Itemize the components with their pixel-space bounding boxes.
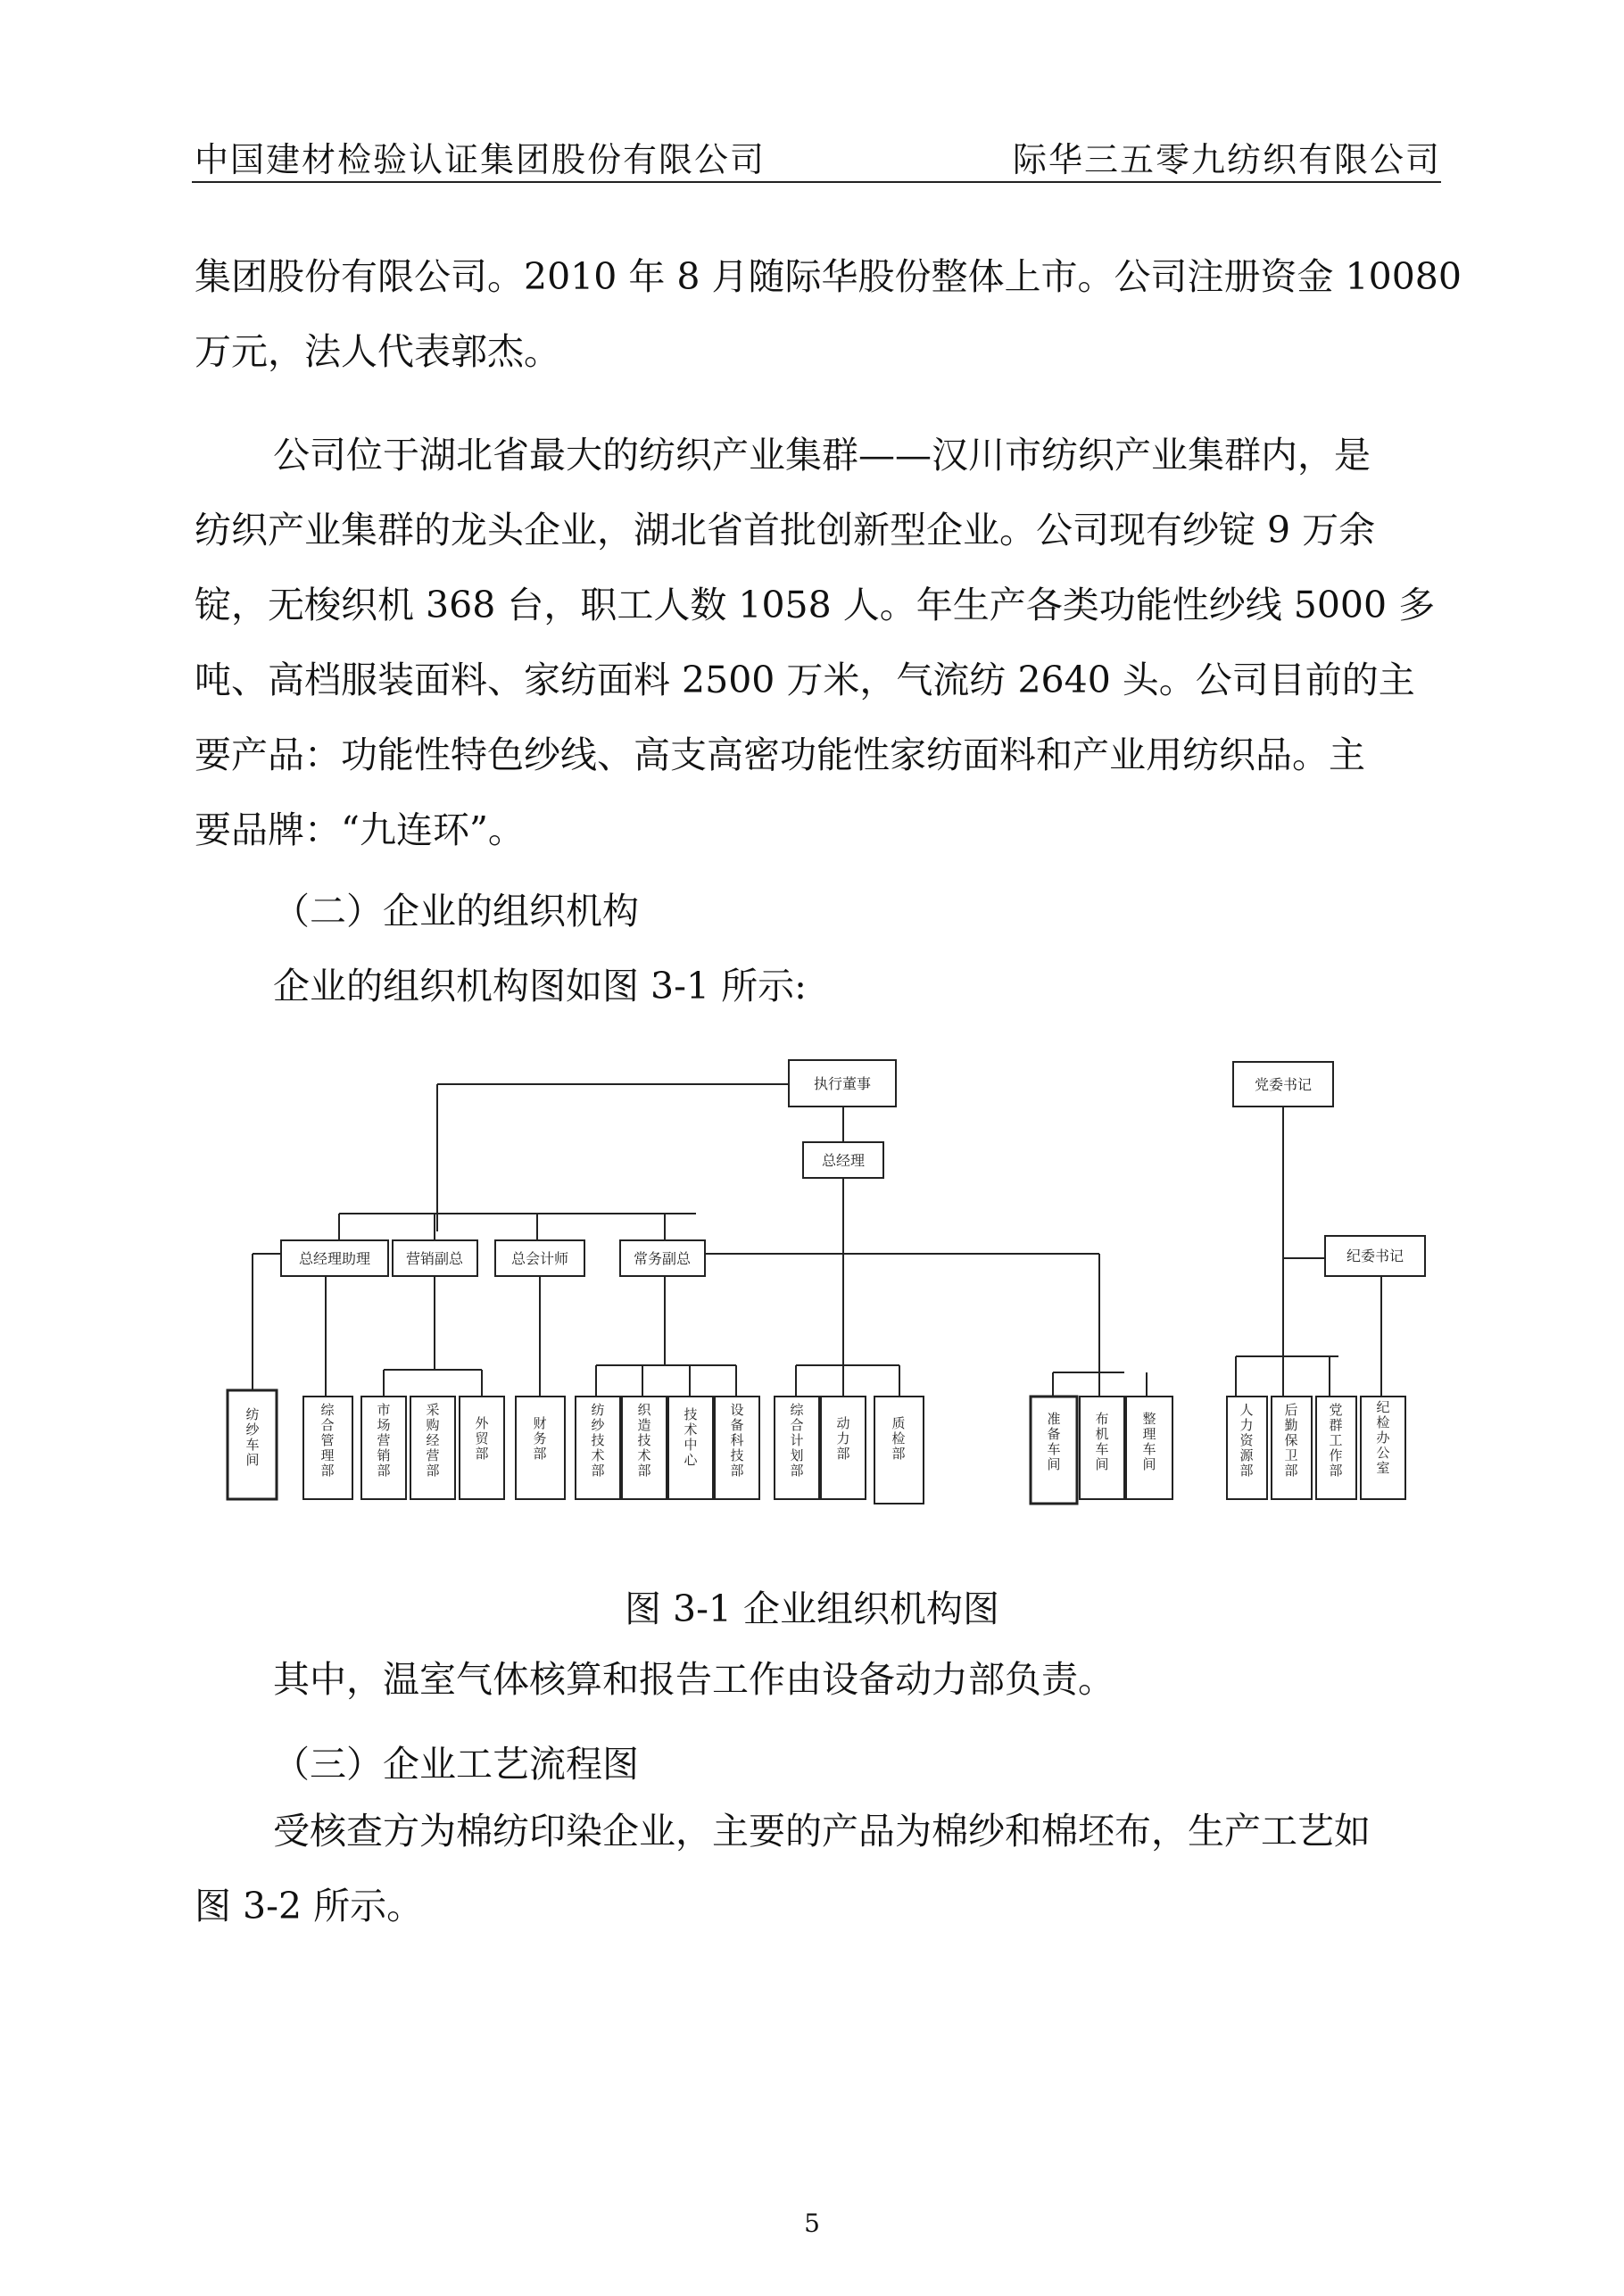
org-dept-spinning-workshop: 纺纱车间	[245, 1406, 260, 1468]
org-node-exec: 执行董事	[813, 1075, 872, 1092]
org-chart-intro: 企业的组织机构图如图 3-1 所示:	[273, 965, 807, 1007]
header-right: 际华三五零九纺织有限公司	[1012, 140, 1441, 179]
org-dept-hr: 人力资源部	[1239, 1402, 1254, 1479]
figure-caption: 图 3-1 企业组织机构图	[624, 1587, 1000, 1630]
org-dept-finance: 财务部	[533, 1415, 547, 1462]
org-dept-quality: 质检部	[891, 1415, 906, 1462]
page-number: 5	[804, 2209, 820, 2238]
org-node-sales-vp: 营销副总	[405, 1250, 464, 1267]
text-line: 吨、高档服装面料、家纺面料 2500 万米，气流纺 2640 头。公司目前的主	[195, 659, 1415, 701]
org-dept-tech-center: 技术中心	[684, 1406, 698, 1468]
text-line: 图 3-2 所示。	[195, 1885, 424, 1927]
org-dept-prep-workshop: 准备车间	[1047, 1411, 1061, 1472]
text-line: 要产品：功能性特色纱线、高支高密功能性家纺面料和产业用纺织品。主	[195, 734, 1365, 776]
org-node-exec-vp: 常务副总	[633, 1250, 692, 1267]
org-node-party-secretary: 党委书记	[1254, 1076, 1313, 1093]
header-left: 中国建材检验认证集团股份有限公司	[195, 140, 766, 179]
org-dept-marketing: 市场营销部	[377, 1402, 391, 1479]
text-line: 集团股份有限公司。2010 年 8 月随际华股份整体上市。公司注册资金 10080	[195, 255, 1462, 298]
process-paragraph	[195, 1794, 1444, 1944]
text-line: 其中，温室气体核算和报告工作由设备动力部负责。	[273, 1658, 1114, 1701]
org-dept-loom-workshop: 布机车间	[1095, 1411, 1109, 1472]
org-node-chief-accountant: 总会计师	[510, 1250, 569, 1267]
org-dept-logistics: 后勤保卫部	[1284, 1402, 1298, 1479]
section-heading-process: （三）企业工艺流程图	[273, 1743, 639, 1786]
org-dept-planning: 综合计划部	[790, 1402, 804, 1479]
org-dept-discipline-office: 纪检办公室	[1376, 1399, 1390, 1476]
org-dept-weaving-tech: 织造技术部	[637, 1402, 651, 1479]
org-node-discipline-secretary: 纪委书记	[1346, 1247, 1404, 1264]
org-dept-finishing-workshop: 整理车间	[1142, 1411, 1156, 1472]
text-line: 受核查方为棉纺印染企业，主要的产品为棉纱和棉坯布，生产工艺如	[273, 1810, 1371, 1853]
text-line: 公司位于湖北省最大的纺织产业集群——汉川市纺织产业集群内，是	[273, 434, 1371, 477]
org-dept-general-mgmt: 综合管理部	[320, 1402, 335, 1479]
org-dept-procurement: 采购经营部	[426, 1402, 440, 1479]
org-dept-power: 动力部	[836, 1415, 850, 1462]
org-dept-spinning-tech: 纺纱技术部	[591, 1402, 605, 1479]
org-node-gm-assistant: 总经理助理	[298, 1250, 371, 1267]
org-dept-equipment: 设备科技部	[730, 1402, 744, 1479]
text-line: 万元，法人代表郭杰。	[195, 330, 560, 373]
text-line: 锭，无梭织机 368 台，职工人数 1058 人。年生产各类功能性纱线 5000 多	[195, 584, 1436, 626]
org-dept-foreign-trade: 外贸部	[475, 1415, 489, 1462]
org-dept-party-work: 党群工作部	[1329, 1402, 1343, 1479]
text-line: 纺织产业集群的龙头企业，湖北省首批创新型企业。公司现有纱锭 9 万余	[195, 509, 1376, 551]
section-heading-org: （二）企业的组织机构	[273, 890, 639, 932]
ghg-note-paragraph	[195, 1642, 1444, 1717]
org-node-gm: 总经理	[821, 1152, 866, 1169]
text-line: 要品牌：“九连环”。	[195, 808, 525, 851]
